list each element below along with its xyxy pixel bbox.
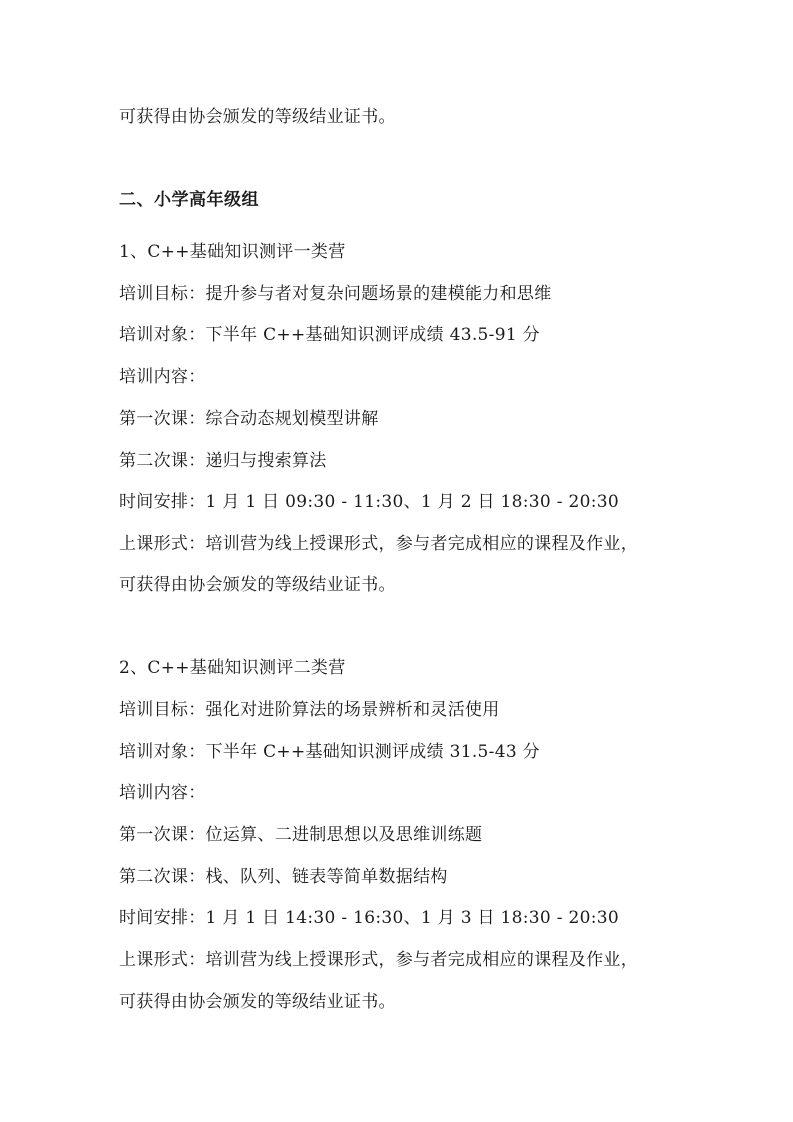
camp-1-lesson-1: 第一次课：综合动态规划模型讲解 [119,409,379,429]
camp-2-certificate: 可获得由协会颁发的等级结业证书。 [119,992,396,1012]
camp-1-goal: 培训目标：提升参与者对复杂问题场景的建模能力和思维 [119,284,552,304]
camp-2-lesson-1: 第一次课：位运算、二进制思想以及思维训练题 [119,825,483,845]
section-title: 二、小学高年级组 [119,190,259,210]
camp-1-title: 1、C++基础知识测评一类营 [119,242,346,262]
camp-1-certificate: 可获得由协会颁发的等级结业证书。 [119,575,396,595]
camp-2-format: 上课形式：培训营为线上授课形式，参与者完成相应的课程及作业， [119,950,638,970]
camp-2-title: 2、C++基础知识测评二类营 [119,658,346,678]
camp-1-schedule: 时间安排：1 月 1 日 09:30 - 11:30、1 月 2 日 18:30 - 20:30 [119,492,619,512]
camp-2-lesson-2: 第二次课：栈、队列、链表等简单数据结构 [119,867,448,887]
camp-1-content-label: 培训内容： [119,367,206,387]
camp-1-target: 培训对象：下半年 C++基础知识测评成绩 43.5-91 分 [119,325,540,345]
top-certificate-text: 可获得由协会颁发的等级结业证书。 [119,107,396,127]
camp-1-lesson-2: 第二次课：递归与搜索算法 [119,451,327,471]
camp-2-content-label: 培训内容： [119,783,206,803]
camp-2-schedule: 时间安排：1 月 1 日 14:30 - 16:30、1 月 3 日 18:30 - 20:30 [119,908,619,928]
camp-1-format: 上课形式：培训营为线上授课形式，参与者完成相应的课程及作业， [119,534,638,554]
camp-2-goal: 培训目标：强化对进阶算法的场景辨析和灵活使用 [119,700,500,720]
camp-2-target: 培训对象：下半年 C++基础知识测评成绩 31.5-43 分 [119,742,540,762]
